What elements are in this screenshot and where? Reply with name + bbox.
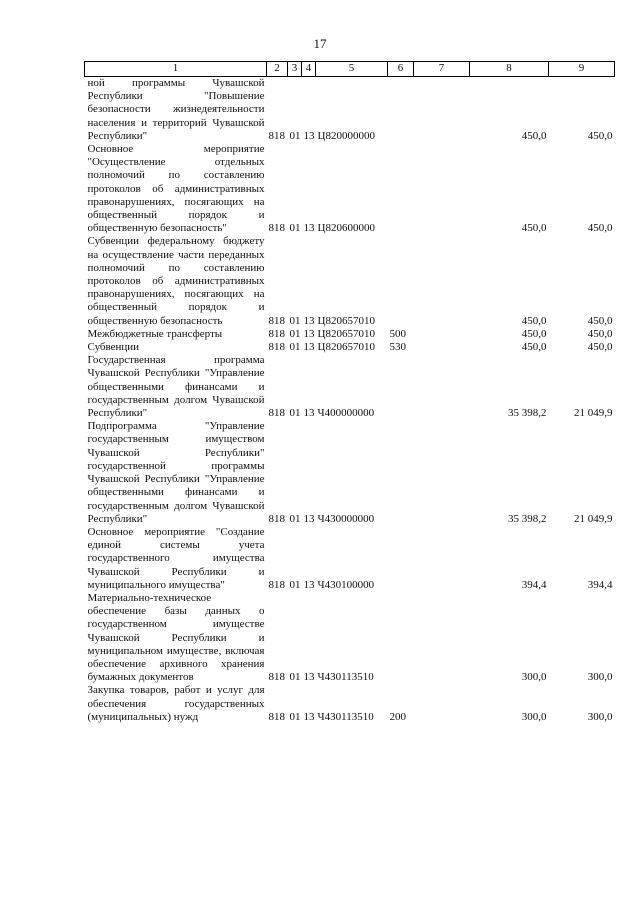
section-code: 01	[289, 710, 301, 723]
ministry-code: 818	[268, 671, 285, 684]
amount-col-8: 394,4	[521, 578, 547, 591]
table-row	[85, 235, 615, 327]
column-header: 6	[388, 62, 414, 77]
amount-col-8: 450,0	[521, 129, 547, 142]
target-article-code: Ч430100000	[317, 578, 375, 591]
section-code: 01	[289, 341, 301, 354]
column-number-header	[85, 62, 615, 77]
section-code: 01	[289, 671, 301, 684]
expense-type-code	[388, 526, 414, 592]
page-number: 17	[313, 36, 327, 51]
column-7-value	[414, 684, 470, 724]
ministry-code: 818	[268, 407, 285, 420]
column-header: 3	[288, 62, 302, 77]
ministry-code: 818	[268, 341, 285, 354]
row-name: Основное мероприятие "Осуществление отдельных полномочий по составлению протоколов об административных правонарушениях, посягающих на общественный порядок и общественную безопасность"	[87, 143, 265, 235]
row-name: Субвенции	[87, 341, 140, 354]
table-row	[85, 328, 615, 341]
column-7-value	[414, 235, 470, 327]
column-header: 1	[85, 62, 267, 77]
section-code: 01	[289, 314, 301, 327]
table-row	[85, 77, 615, 144]
expense-type-code	[388, 143, 414, 235]
subsection-code: 13	[303, 671, 315, 684]
section-code: 01	[289, 327, 301, 340]
expense-type-code	[388, 420, 414, 526]
amount-col-9: 450,0	[587, 327, 613, 340]
target-article-code: Ч430113510	[317, 671, 374, 684]
subsection-code: 13	[303, 327, 315, 340]
amount-col-8: 35 398,2	[508, 512, 547, 525]
target-article-code: Ч400000000	[317, 407, 375, 420]
expense-type-code	[388, 77, 414, 144]
row-name: Закупка товаров, работ и услуг для обеспечения государственных (муниципальных) нужд	[87, 684, 265, 723]
amount-col-9: 21 049,9	[574, 512, 613, 525]
amount-col-8: 450,0	[521, 222, 547, 235]
column-7-value	[414, 341, 470, 354]
row-name: Субвенции федеральному бюджету на осуществление части переданных полномочий по составлению протоколов об административных правонарушениях, посягающих на общественный порядок и общественную безопасность	[87, 235, 265, 327]
target-article-code: Ц820600000	[317, 222, 375, 235]
column-header: 2	[267, 62, 288, 77]
ministry-code: 818	[268, 327, 285, 340]
amount-col-9: 450,0	[587, 341, 613, 354]
column-7-value	[414, 592, 470, 684]
expense-type-code: 200	[389, 710, 406, 723]
expense-type-code: 500	[389, 327, 406, 340]
target-article-code: Ц820657010	[317, 327, 375, 340]
column-header: 4	[302, 62, 316, 77]
table-row	[85, 354, 615, 420]
row-name: Основное мероприятие "Создание единой системы учета государственного имущества Чувашской Республики и муниципального имущества"	[87, 525, 265, 591]
column-7-value	[414, 420, 470, 526]
table-body	[85, 77, 615, 724]
subsection-code: 13	[303, 314, 315, 327]
subsection-code: 13	[303, 407, 315, 420]
subsection-code: 13	[303, 222, 315, 235]
target-article-code: Ч430000000	[317, 512, 375, 525]
amount-col-9: 450,0	[587, 222, 613, 235]
row-name: Государственная программа Чувашской Республики "Управление общественными финансами и государственным долгом Чувашской Республики"	[87, 354, 265, 420]
amount-col-9: 21 049,9	[574, 407, 613, 420]
table-row	[85, 526, 615, 592]
row-name: Межбюджетные трансферты	[87, 327, 223, 340]
section-code: 01	[289, 407, 301, 420]
table-row	[85, 592, 615, 684]
amount-col-9: 450,0	[587, 129, 613, 142]
subsection-code: 13	[303, 710, 315, 723]
expense-type-code	[388, 592, 414, 684]
column-header: 5	[316, 62, 388, 77]
column-7-value	[414, 143, 470, 235]
column-7-value	[414, 526, 470, 592]
target-article-code: Ц820657010	[317, 314, 375, 327]
target-article-code: Ц820000000	[317, 129, 375, 142]
expense-type-code	[388, 235, 414, 327]
amount-col-9: 450,0	[587, 314, 613, 327]
column-header: 9	[549, 62, 615, 77]
subsection-code: 13	[303, 578, 315, 591]
amount-col-9: 300,0	[587, 710, 613, 723]
ministry-code: 818	[268, 314, 285, 327]
subsection-code: 13	[303, 512, 315, 525]
column-7-value	[414, 77, 470, 144]
column-header: 7	[414, 62, 470, 77]
table-row	[85, 420, 615, 526]
amount-col-9: 394,4	[587, 578, 613, 591]
section-code: 01	[289, 512, 301, 525]
row-name: Подпрограмма "Управление государственным имуществом Чувашской Республики" государственной программы Чувашской Республики "Управление общественными финансами и государственным долгом Чувашской Республики"	[87, 420, 265, 525]
amount-col-8: 300,0	[521, 710, 547, 723]
ministry-code: 818	[268, 129, 285, 142]
amount-col-9: 300,0	[587, 671, 613, 684]
column-header: 8	[470, 62, 549, 77]
expense-type-code	[388, 354, 414, 420]
section-code: 01	[289, 578, 301, 591]
target-article-code: Ч430113510	[317, 710, 374, 723]
row-name: Материально-техническое обеспечение базы данных о государственном имуществе Чувашской Республики и муниципальном имуществе, включая обеспечение архивного хранения бумажных документов	[87, 591, 265, 684]
amount-col-8: 450,0	[521, 341, 547, 354]
column-7-value	[414, 354, 470, 420]
ministry-code: 818	[268, 222, 285, 235]
table-row	[85, 143, 615, 235]
budget-table	[84, 61, 615, 724]
ministry-code: 818	[268, 710, 285, 723]
section-code: 01	[289, 222, 301, 235]
ministry-code: 818	[268, 578, 285, 591]
amount-col-8: 450,0	[521, 314, 547, 327]
amount-col-8: 450,0	[521, 327, 547, 340]
subsection-code: 13	[303, 129, 315, 142]
expense-type-code: 530	[389, 341, 406, 354]
amount-col-8: 35 398,2	[508, 407, 547, 420]
table-row	[85, 684, 615, 724]
subsection-code: 13	[303, 341, 315, 354]
section-code: 01	[289, 129, 301, 142]
table-row	[85, 341, 615, 354]
target-article-code: Ц820657010	[317, 341, 375, 354]
amount-col-8: 300,0	[521, 671, 547, 684]
ministry-code: 818	[268, 512, 285, 525]
column-7-value	[414, 328, 470, 341]
row-name: ной программы Чувашской Республики "Повышение безопасности жизнедеятельности населения и территорий Чувашской Республики"	[87, 77, 265, 142]
